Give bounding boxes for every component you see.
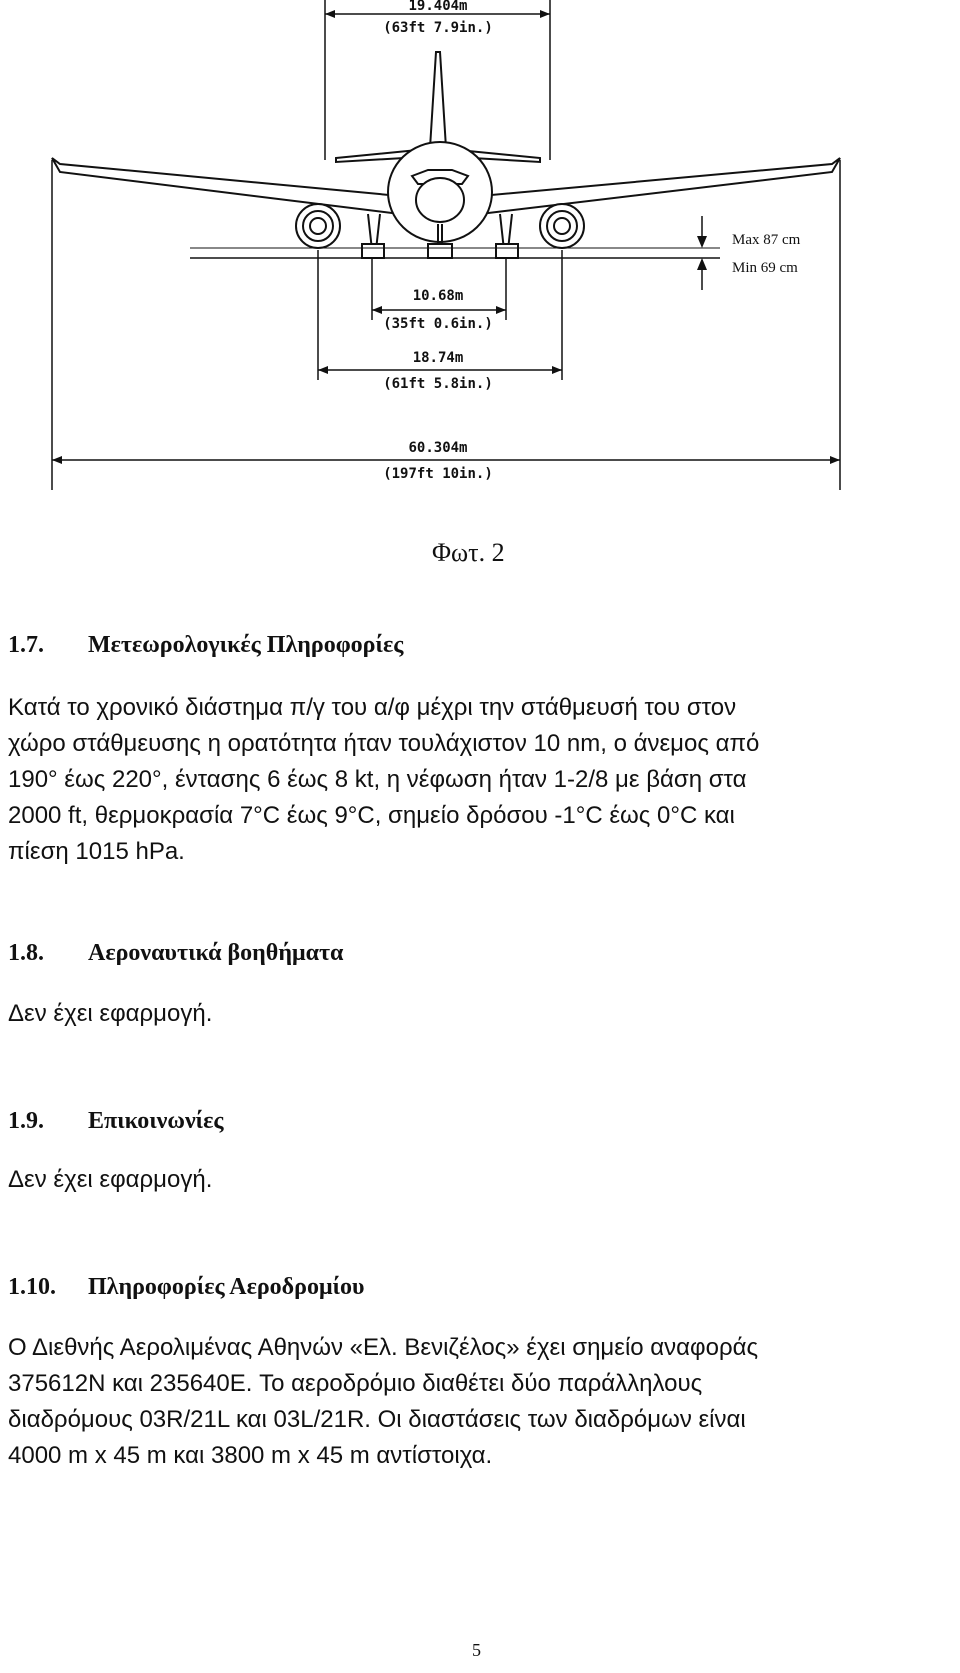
gear-track-label: 10.68m [412, 288, 464, 304]
paragraph-line: 190° έως 220°, έντασης 6 έως 8 kt, η νέφωση ήταν 1-2/8 με βάση στα [8, 766, 747, 793]
paragraph-line: Κατά το χρονικό διάστημα π/γ του α/φ μέχρι την στάθμευσή του στον [8, 694, 737, 721]
wingspan-label: 60.304m [408, 440, 468, 456]
section-body-1-9 [8, 1162, 952, 1198]
left-wing [52, 158, 400, 214]
clearance-max-label: Max 87 cm [732, 232, 801, 248]
paragraph-line: χώρο στάθμευσης η ορατότητα ήταν τουλάχιστον 10 nm, ο άνεμος από [8, 730, 760, 757]
engine-span-ft-label: (61ft 5.8in.) [383, 376, 493, 392]
section-heading-1-9 [8, 1108, 223, 1135]
section-number: 1.7. [8, 632, 44, 658]
paragraph-line: Δεν έχει εφαρμογή. [8, 1166, 213, 1193]
paragraph-line: διαδρόμους 03R/21L και 03L/21R. Οι διαστάσεις των διαδρόμων είναι [8, 1406, 746, 1433]
nose-radome [416, 178, 464, 222]
section-number: 1.10. [8, 1274, 56, 1300]
right-wing [480, 158, 840, 214]
vertical-tail [430, 52, 446, 148]
section-body-1-8 [8, 996, 952, 1032]
tail-span-ft-label: (63ft 7.9in.) [383, 20, 493, 36]
paragraph-line: 4000 m x 45 m και 3800 m x 45 m αντίστοιχα. [8, 1442, 493, 1469]
paragraph-line: 2000 ft, θερμοκρασία 7°C έως 9°C, σημείο δρόσου -1°C έως 0°C και [8, 802, 735, 829]
section-title: Αεροναυτικά βοηθήματα [88, 940, 344, 966]
paragraph-line: Ο Διεθνής Αερολιμένας Αθηνών «Ελ. Βενιζέλος» έχει σημείο αναφοράς [8, 1334, 759, 1361]
section-body-1-10 [8, 1330, 952, 1474]
section-heading-1-8 [8, 940, 343, 967]
section-title: Πληροφορίες Αεροδρομίου [88, 1274, 365, 1300]
section-title: Επικοινωνίες [88, 1108, 224, 1134]
section-heading-1-7 [8, 632, 403, 659]
page-number: 5 [472, 1640, 481, 1660]
tail-span-label: 19.404m [408, 0, 468, 14]
paragraph-line: 375612N και 235640E. Το αεροδρόμιο διαθέτει δύο παράλληλους [8, 1370, 703, 1397]
section-number: 1.9. [8, 1108, 44, 1134]
engine-span-label: 18.74m [412, 350, 464, 366]
aircraft-front-view-figure [0, 0, 960, 510]
wingspan-ft-label: (197ft 10in.) [383, 466, 493, 482]
figure-caption: Φωτ. 2 [432, 538, 505, 567]
clearance-min-label: Min 69 cm [732, 260, 798, 276]
paragraph-line: Δεν έχει εφαρμογή. [8, 1000, 213, 1027]
paragraph-line: πίεση 1015 hPa. [8, 838, 185, 865]
gear-track-ft-label: (35ft 0.6in.) [383, 316, 493, 332]
section-heading-1-10 [8, 1274, 364, 1301]
section-title: Μετεωρολογικές Πληροφορίες [88, 632, 404, 658]
section-number: 1.8. [8, 940, 44, 966]
section-body-1-7 [8, 690, 952, 870]
aircraft-diagram [0, 0, 960, 510]
